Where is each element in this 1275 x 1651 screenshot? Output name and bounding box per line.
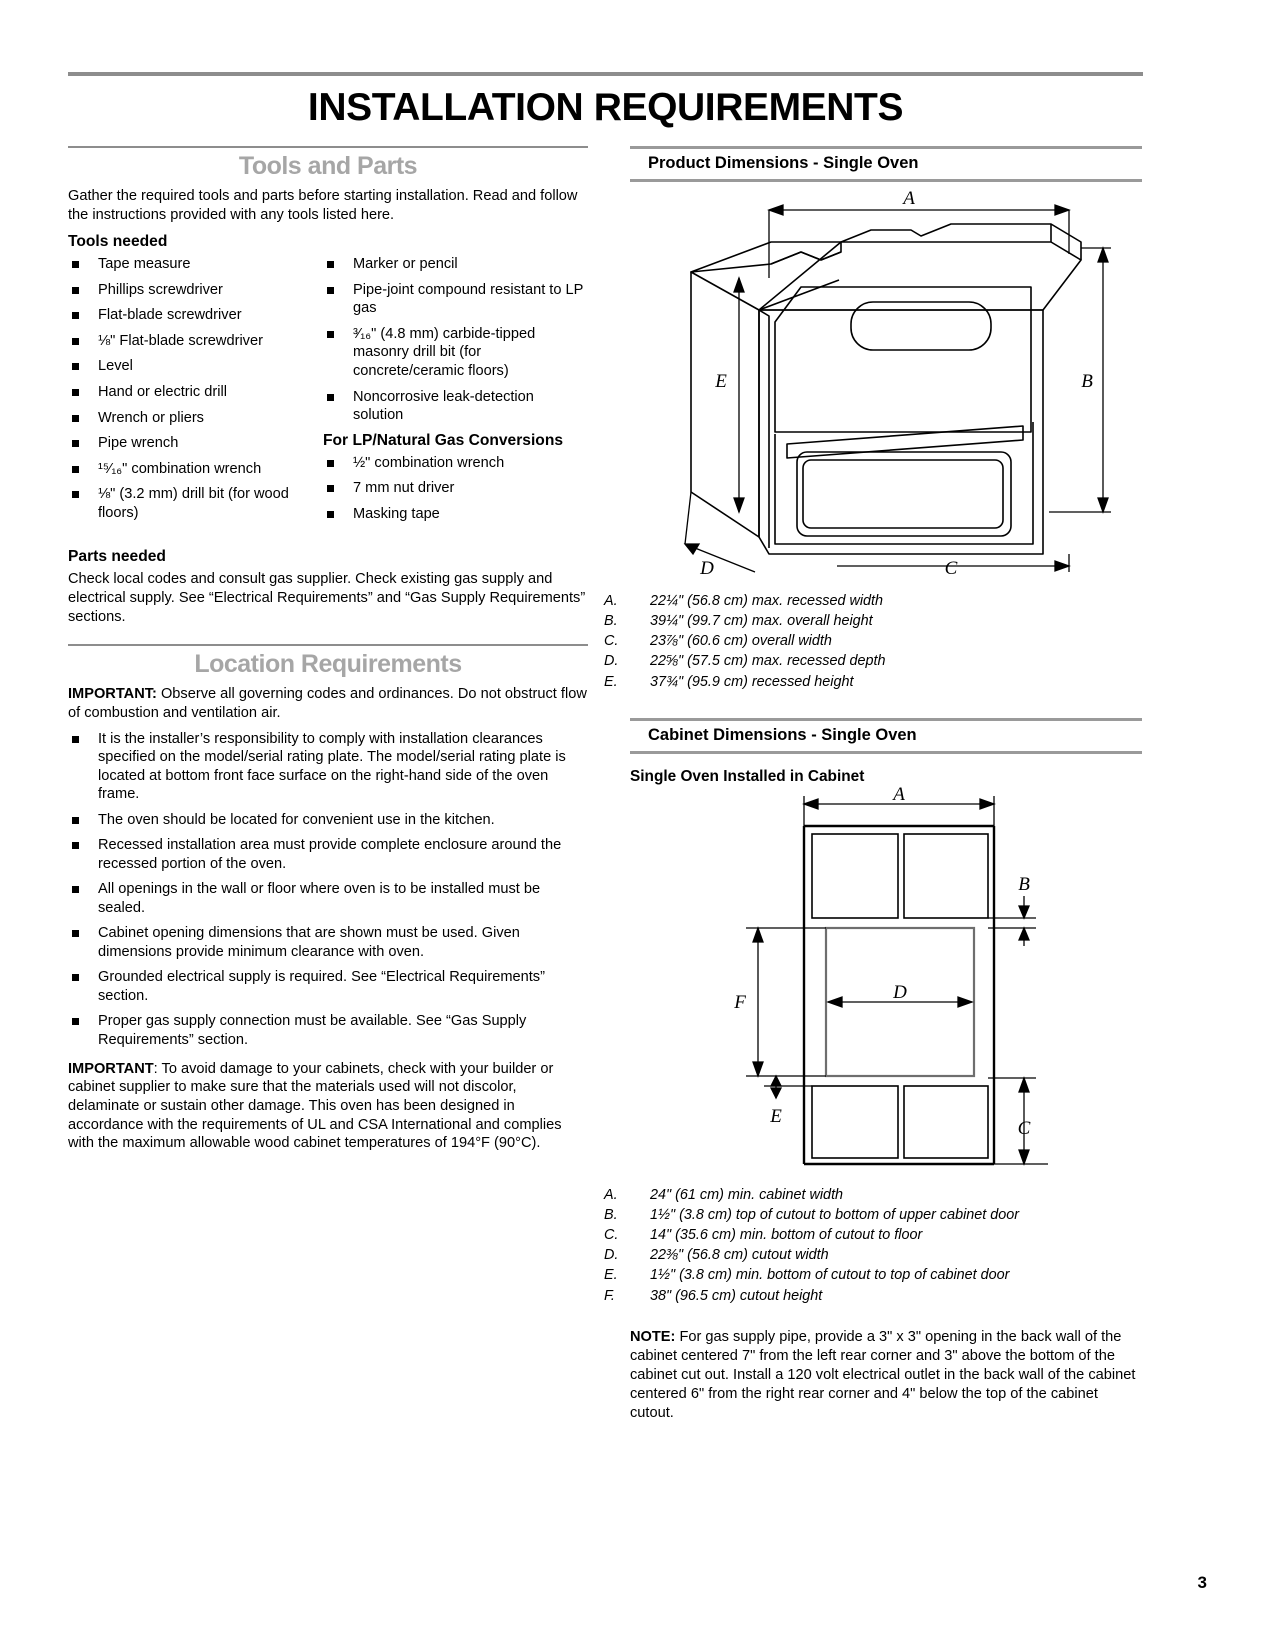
dimension-label-e: E — [770, 1105, 782, 1127]
parts-needed-text: Check local codes and consult gas supplier. Check existing gas supply and electrical supply. See “Electrical Requirements” and “Gas Supply Requirements” sections. — [68, 571, 586, 625]
important-text-2: : To avoid damage to your cabinets, check with your builder or cabinet supplier to make sure that the materials used will not discolor, delaminate or sustain other damage. This oven has been designed in accordance with the requirements of UL and CSA International and complies with the maximum allowable wood cabinet temperatures of 194°F (90°C). — [68, 1060, 562, 1152]
legend-text: 1½" (3.8 cm) min. bottom of cutout to top of cabinet door — [650, 1267, 1010, 1284]
list-item: Marker or pencil — [323, 255, 588, 274]
legend-item — [604, 1266, 1142, 1285]
legend-text: 22⅝" (57.5 cm) max. recessed depth — [650, 653, 886, 670]
product-dimensions-title: Product Dimensions - Single Oven — [648, 154, 919, 172]
dimension-label-b: B — [1018, 873, 1030, 895]
right-column — [604, 146, 1142, 1437]
legend-key: D. — [604, 1247, 619, 1264]
legend-text: 1½" (3.8 cm) top of cutout to bottom of upper cabinet door — [650, 1206, 1020, 1223]
legend-key: B. — [604, 1206, 618, 1223]
gas-supply-note — [630, 1328, 1142, 1423]
list-item: Recessed installation area must provide complete enclosure around the recessed portion of the oven. — [68, 836, 588, 873]
legend-key: C. — [604, 1227, 619, 1244]
cabinet-damage-important-paragraph — [68, 1060, 588, 1153]
legend-text: 14" (35.6 cm) min. bottom of cutout to floor — [650, 1227, 923, 1244]
cabinet-dimensions-figure — [630, 786, 1142, 1176]
dimension-label-c: C — [944, 558, 958, 579]
legend-item — [604, 592, 1142, 611]
legend-text: 22¼" (56.8 cm) max. recessed width — [650, 593, 884, 609]
list-item: Proper gas supply connection must be available. See “Gas Supply Requirements” section. — [68, 1012, 588, 1049]
note-text: For gas supply pipe, provide a 3" x 3" opening in the back wall of the cabinet centered 7" from the left rear corner and 3" above the bottom of the cabinet cut out. Install a 120 volt electrical outlet in the back wall of the cabinet centered 6" from the right rear corner and 4" below the top of the cabinet cutout. — [630, 1328, 1136, 1421]
dimension-label-c: C — [1017, 1117, 1031, 1139]
location-important-paragraph — [68, 685, 588, 722]
cabinet-dimensions-title: Cabinet Dimensions - Single Oven — [648, 725, 917, 744]
parts-needed-heading: Parts needed — [68, 548, 166, 566]
important-label: IMPORTANT: — [68, 686, 157, 703]
legend-item — [604, 673, 1142, 692]
lp-conversion-heading: For LP/Natural Gas Conversions — [323, 431, 564, 449]
legend-key: E. — [604, 673, 618, 690]
list-item: Noncorrosive leak-detection solution — [323, 388, 588, 425]
legend-item — [604, 1186, 1142, 1205]
oven-perspective-drawing — [651, 182, 1121, 582]
legend-item — [604, 612, 1142, 631]
list-item: ⅛" Flat-blade screwdriver — [68, 332, 323, 351]
list-item: Tape measure — [68, 255, 323, 274]
list-item: ⅛" (3.2 mm) drill bit (for wood floors) — [68, 485, 323, 522]
list-item: ¹⁵⁄₁₆" combination wrench — [68, 460, 323, 479]
product-dimensions-panel — [604, 146, 1142, 692]
legend-item — [604, 1246, 1142, 1265]
cabinet-subtitle: Single Oven Installed in Cabinet — [630, 767, 865, 785]
page-number: 3 — [1197, 1573, 1207, 1592]
tools-lists — [68, 255, 588, 530]
important-label-2: IMPORTANT — [68, 1060, 154, 1077]
legend-item — [604, 1226, 1142, 1245]
list-item: It is the installer’s responsibility to comply with installation clearances specified on the model/serial rating plate. The model/serial rating plate is located at bottom front face surface on the right-hand side of the oven frame. — [68, 730, 588, 804]
legend-item — [604, 652, 1142, 671]
legend-text: 37¾" (95.9 cm) recessed height — [650, 673, 854, 690]
dimension-label-d: D — [700, 558, 714, 579]
list-item: Grounded electrical supply is required. See “Electrical Requirements” section. — [68, 968, 588, 1005]
location-requirements-heading: Location Requirements — [194, 650, 462, 679]
tools-and-parts-section-header — [68, 146, 588, 183]
note-label: NOTE: — [630, 1328, 676, 1345]
dimension-label-a: A — [903, 188, 915, 209]
list-item: Wrench or pliers — [68, 409, 323, 428]
list-item: Hand or electric drill — [68, 383, 323, 402]
legend-key: B. — [604, 613, 618, 630]
lp-conversion-list — [323, 454, 588, 524]
cabinet-elevation-drawing — [676, 786, 1096, 1176]
legend-text: 24" (61 cm) min. cabinet width — [650, 1186, 844, 1203]
cabinet-dimensions-panel — [604, 718, 1142, 1423]
legend-item — [604, 1206, 1142, 1225]
legend-key: D. — [604, 653, 619, 670]
legend-key: F. — [604, 1287, 615, 1304]
list-item: Pipe wrench — [68, 434, 323, 453]
cabinet-dimensions-legend — [604, 1186, 1142, 1306]
list-item: All openings in the wall or floor where oven is to be installed must be sealed. — [68, 880, 588, 917]
dimension-label-d: D — [893, 981, 907, 1003]
legend-item — [604, 1287, 1142, 1306]
list-item: Pipe-joint compound resistant to LP gas — [323, 281, 588, 318]
tools-column-1 — [68, 255, 323, 530]
panel-rule-bottom — [630, 751, 1142, 754]
list-item: Level — [68, 357, 323, 376]
tools-intro-text: Gather the required tools and parts before starting installation. Read and follow the instructions provided with any tools listed here. — [68, 188, 578, 223]
legend-item — [604, 632, 1142, 651]
product-dimensions-legend — [604, 592, 1142, 692]
legend-key: C. — [604, 633, 619, 650]
legend-text: 38" (96.5 cm) cutout height — [650, 1287, 823, 1304]
list-item: 7 mm nut driver — [323, 479, 588, 498]
section-rule — [68, 146, 588, 148]
left-column — [68, 146, 588, 1153]
page-title: INSTALLATION REQUIREMENTS — [307, 86, 904, 129]
tools-list-secondary — [323, 255, 588, 424]
dimension-label-f: F — [734, 991, 746, 1013]
tools-column-2 — [323, 255, 588, 530]
list-item: Flat-blade screwdriver — [68, 306, 323, 325]
tools-needed-heading: Tools needed — [68, 233, 168, 251]
tools-and-parts-heading: Tools and Parts — [238, 152, 418, 180]
list-item: Masking tape — [323, 505, 588, 524]
title-top-rule — [68, 72, 1143, 76]
product-dimensions-figure — [630, 182, 1142, 582]
legend-text: 22⅜" (56.8 cm) cutout width — [650, 1247, 829, 1264]
dimension-label-a: A — [893, 785, 905, 805]
tools-list-primary — [68, 255, 323, 522]
list-item: Phillips screwdriver — [68, 281, 323, 300]
list-item: Cabinet opening dimensions that are shown must be used. Given dimensions provide minimum clearance with oven. — [68, 924, 588, 961]
legend-key: A. — [604, 1186, 618, 1203]
dimension-label-b: B — [1081, 371, 1093, 392]
list-item: ³⁄₁₆" (4.8 mm) carbide-tipped masonry drill bit (for concrete/ceramic floors) — [323, 325, 588, 381]
section-rule — [68, 644, 588, 646]
legend-text: 39¼" (99.7 cm) max. overall height — [650, 613, 873, 630]
location-requirements-section-header — [68, 644, 588, 681]
dimension-label-e: E — [715, 371, 727, 392]
location-requirements-list — [68, 730, 588, 1050]
legend-key: E. — [604, 1267, 618, 1284]
legend-key: A. — [604, 593, 618, 609]
important-text: Observe all governing codes and ordinances. Do not obstruct flow of combustion and ventilation air. — [68, 686, 587, 721]
legend-text: 23⅞" (60.6 cm) overall width — [650, 633, 832, 650]
list-item: The oven should be located for convenient use in the kitchen. — [68, 811, 588, 830]
list-item: ½" combination wrench — [323, 454, 588, 473]
